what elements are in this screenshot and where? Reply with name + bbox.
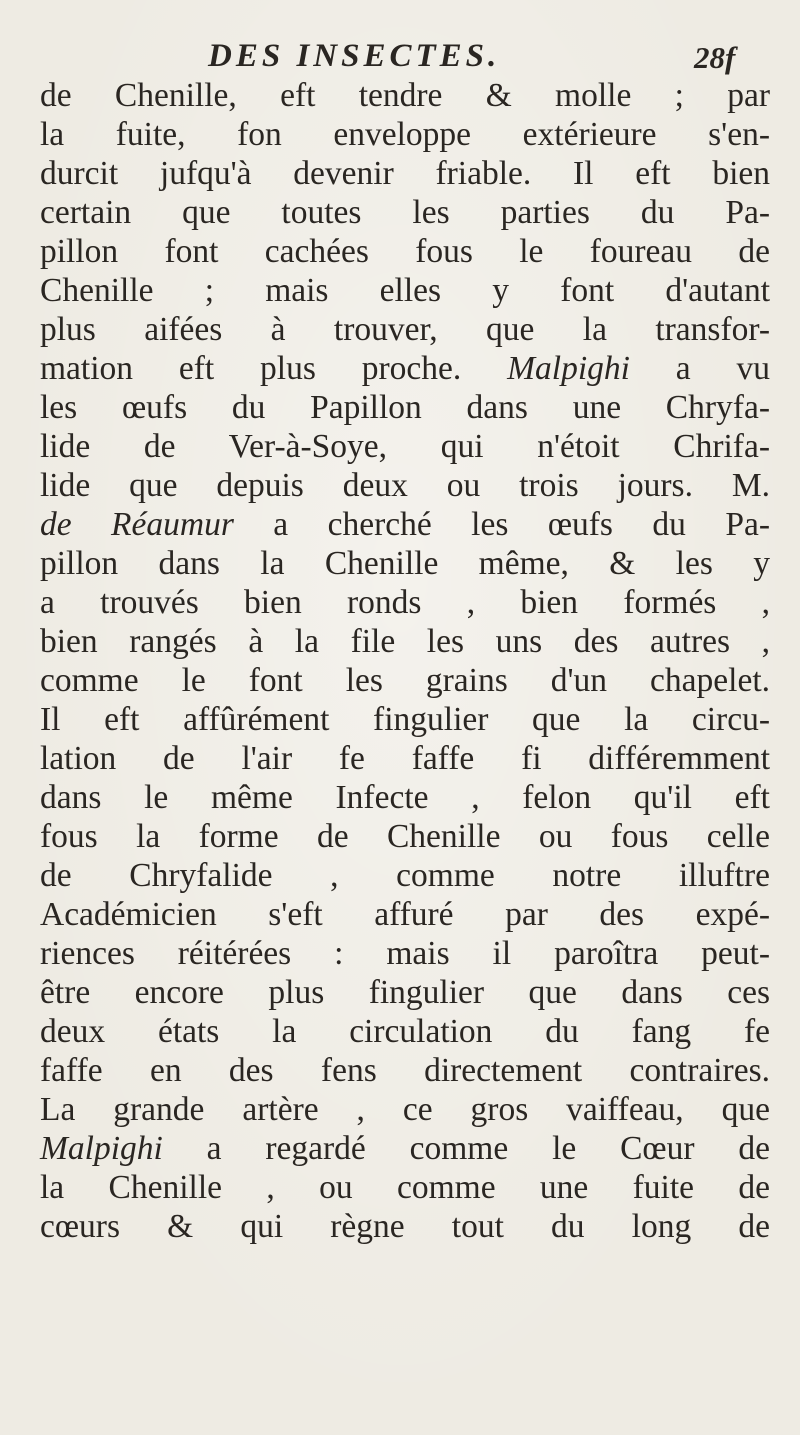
text-line: Malpighi a regardé comme le Cœur de: [40, 1130, 770, 1167]
author-name: Malpighi: [40, 1130, 163, 1167]
text-line: Chenille ; mais elles y font d'autant: [40, 272, 770, 309]
text-line: La grande artère , ce gros vaiffeau, que: [40, 1091, 770, 1128]
author-name: Malpighi: [507, 350, 630, 387]
text-line: certain que toutes les parties du Pa-: [40, 194, 770, 231]
text-line: lide de Ver-à-Soye, qui n'étoit Chrifa-: [40, 428, 770, 465]
text-line: les œufs du Papillon dans une Chryfa-: [40, 389, 770, 426]
text-line: a trouvés bien ronds , bien formés ,: [40, 584, 770, 621]
text-line: mation eft plus proche. Malpighi a vu: [40, 350, 770, 387]
text-line: cœurs & qui règne tout du long de: [40, 1208, 770, 1245]
text-line: de Chenille, eft tendre & molle ; par: [40, 77, 770, 114]
text-line: faffe en des fens directement contraires.: [40, 1052, 770, 1089]
running-title: DES INSECTES.: [208, 38, 501, 74]
text-line: plus aifées à trouver, que la transfor-: [40, 311, 770, 348]
text-line: Académicien s'eft affuré par des expé-: [40, 896, 770, 933]
text-line: la Chenille , ou comme une fuite de: [40, 1169, 770, 1206]
text-line: pillon dans la Chenille même, & les y: [40, 545, 770, 582]
body-text: [40, 76, 770, 1246]
text-line: durcit jufqu'à devenir friable. Il eft bien: [40, 155, 770, 192]
text-line: bien rangés à la file les uns des autres ,: [40, 623, 770, 660]
text-line: fous la forme de Chenille ou fous celle: [40, 818, 770, 855]
text-line: pillon font cachées fous le foureau de: [40, 233, 770, 270]
text-line: être encore plus fingulier que dans ces: [40, 974, 770, 1011]
text-line: lide que depuis deux ou trois jours. M.: [40, 467, 770, 504]
page-number: 28f: [694, 40, 736, 75]
text-line: deux états la circulation du fang fe: [40, 1013, 770, 1050]
text-line: la fuite, fon enveloppe extérieure s'en-: [40, 116, 770, 153]
text-line: Il eft affûrément fingulier que la circu-: [40, 701, 770, 738]
author-name: de Réaumur: [40, 506, 234, 543]
text-line: riences réitérées : mais il paroîtra peut-: [40, 935, 770, 972]
text-line: de Réaumur a cherché les œufs du Pa-: [40, 506, 770, 543]
text-line: lation de l'air fe faffe fi différemment: [40, 740, 770, 777]
text-line: de Chryfalide , comme notre illuftre: [40, 857, 770, 894]
text-line: dans le même Infecte , felon qu'il eft: [40, 779, 770, 816]
text-line: comme le font les grains d'un chapelet.: [40, 662, 770, 699]
